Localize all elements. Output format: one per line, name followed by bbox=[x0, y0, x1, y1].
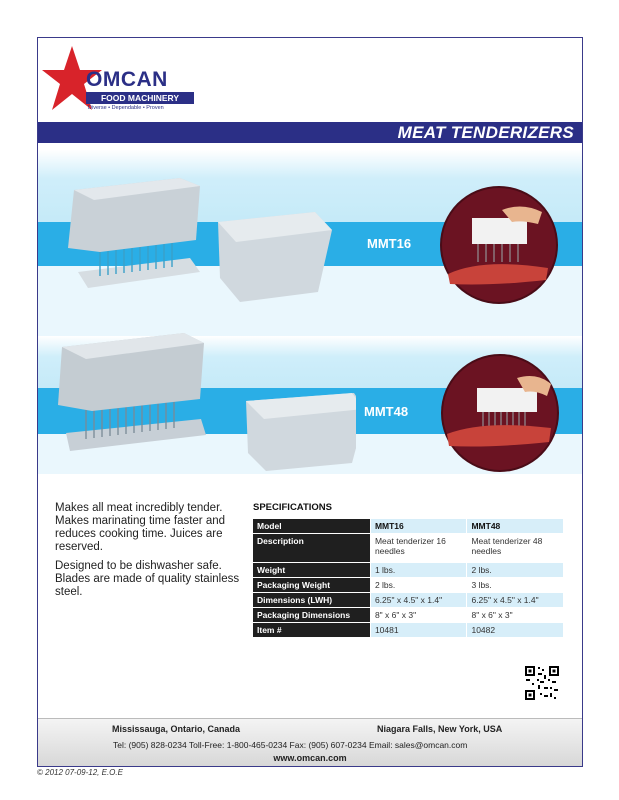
spec-value: 10482 bbox=[467, 623, 563, 637]
logo-wordmark: OMCAN bbox=[86, 68, 168, 91]
meat-tenderizer-16-image bbox=[60, 160, 350, 310]
description-paragraph-1: Makes all meat incredibly tender. Makes marinating time faster and reduces cooking time. Juices are reserved. bbox=[55, 502, 226, 553]
spec-value: 10481 bbox=[371, 623, 467, 637]
specifications-title: SPECIFICATIONS bbox=[253, 502, 332, 513]
footer bbox=[38, 718, 582, 767]
table-row bbox=[253, 563, 563, 577]
description-paragraph-2: Designed to be dishwasher safe. Blades are made of quality stainless steel. bbox=[55, 560, 240, 598]
spec-label: Item # bbox=[253, 623, 370, 637]
title-bar bbox=[38, 122, 582, 143]
spec-label: Packaging Dimensions bbox=[253, 608, 370, 622]
spec-value: MMT16 bbox=[371, 519, 467, 533]
spec-value: 3 lbs. bbox=[467, 578, 563, 592]
table-row bbox=[253, 608, 563, 622]
specifications-table bbox=[252, 518, 564, 638]
table-row bbox=[253, 593, 563, 607]
table-row bbox=[253, 519, 563, 533]
spec-label: Description bbox=[253, 534, 370, 562]
spec-value: MMT48 bbox=[467, 519, 563, 533]
model-label-mmt48: MMT48 bbox=[364, 404, 409, 419]
footer-website[interactable]: www.omcan.com bbox=[273, 753, 347, 763]
logo-tagline: Diverse • Dependable • Proven bbox=[88, 105, 164, 111]
tenderizing-meat-photo-2 bbox=[443, 356, 557, 470]
spec-value: Meat tenderizer 48 needles bbox=[467, 534, 563, 562]
spec-value: 8" x 6" x 3" bbox=[371, 608, 467, 622]
usage-photo-illustration-2 bbox=[443, 356, 557, 470]
product-description bbox=[55, 502, 245, 605]
spec-value: 1 lbs. bbox=[371, 563, 467, 577]
spec-label: Model bbox=[253, 519, 370, 533]
copyright-notice: © 2012 07-09-12, E.O.E bbox=[37, 768, 123, 777]
table-row bbox=[253, 534, 563, 562]
spec-value: 2 lbs. bbox=[371, 578, 467, 592]
usage-photo-illustration-1 bbox=[442, 188, 556, 302]
spec-value: 6.25" x 4.5" x 1.4" bbox=[371, 593, 467, 607]
table-row bbox=[253, 578, 563, 592]
omcan-logo bbox=[42, 44, 202, 114]
spec-sheet bbox=[37, 37, 583, 767]
model-label-mmt16: MMT16 bbox=[367, 236, 412, 251]
meat-tenderizer-48-image bbox=[56, 323, 356, 473]
spec-label: Weight bbox=[253, 563, 370, 577]
table-row bbox=[253, 623, 563, 637]
footer-contact: Tel: (905) 828-0234 Toll-Free: 1-800-465-0234 Fax: (905) 607-0234 Email: sales@omcan.com bbox=[113, 740, 468, 750]
spec-value: 6.25" x 4.5" x 1.4" bbox=[467, 593, 563, 607]
spec-value: Meat tenderizer 16 needles bbox=[371, 534, 467, 562]
spec-label: Dimensions (LWH) bbox=[253, 593, 370, 607]
footer-location-usa: Niagara Falls, New York, USA bbox=[377, 724, 503, 734]
footer-location-canada: Mississauga, Ontario, Canada bbox=[112, 724, 241, 734]
spec-value: 2 lbs. bbox=[467, 563, 563, 577]
page-title: MEAT TENDERIZERS bbox=[397, 123, 574, 142]
logo-subname: FOOD MACHINERY bbox=[86, 92, 194, 104]
qr-code-icon[interactable] bbox=[524, 665, 560, 701]
spec-label: Packaging Weight bbox=[253, 578, 370, 592]
tenderizing-meat-photo bbox=[442, 188, 556, 302]
spec-value: 8" x 6" x 3" bbox=[467, 608, 563, 622]
